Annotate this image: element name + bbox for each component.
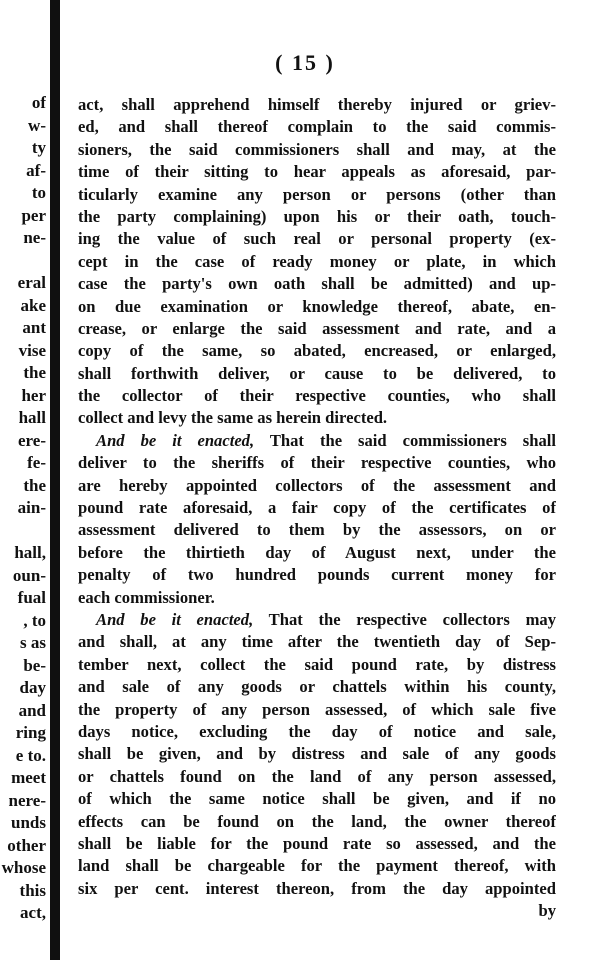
line-text: copy of the same, so abated, encreased, or enlarged, (78, 341, 556, 361)
text-line (78, 430, 556, 452)
facing-page-fragment: meet (11, 768, 46, 787)
text-line (78, 654, 556, 676)
text-line (78, 833, 556, 855)
text-line (78, 340, 556, 362)
line-text: on due examination or knowledge thereof, abate, en- (78, 296, 556, 316)
text-line (78, 766, 556, 788)
text-line (78, 587, 556, 609)
line-text: pound rate aforesaid, a fair copy of the certificates of (78, 498, 556, 518)
body-text (78, 94, 556, 922)
page-number: ( 15 ) (275, 50, 335, 75)
line-text: the collector of their respective counties, who shall (78, 386, 556, 406)
line-text: are hereby appointed collectors of the assessment and (78, 475, 556, 495)
text-line (78, 788, 556, 810)
text-line (78, 878, 556, 900)
line-text: That the respective collectors may (253, 609, 556, 629)
facing-page-fragment: e to. (15, 745, 46, 765)
facing-page-fragment (0, 520, 46, 543)
line-text: sioners, the said commissioners shall and may, at the (78, 139, 556, 159)
line-text: collect and levy the same as herein directed. (78, 408, 388, 428)
line-text: act, shall apprehend himself thereby injured or griev- (78, 95, 556, 114)
facing-page-fragment: ne- (23, 228, 46, 247)
line-text: penalty of two hundred pounds current money for (78, 565, 556, 585)
text-line (78, 385, 556, 407)
enacting-clause: And be it enacted, (96, 609, 254, 629)
line-text: land shall be chargeable for the payment thereof, with (78, 856, 556, 876)
page-gutter-shadow (50, 0, 60, 960)
line-text: shall be given, and by distress and sale of any goods (78, 744, 556, 764)
line-text: and shall, at any time after the twentieth day of Sep- (78, 632, 556, 652)
facing-page-fragment: ake (20, 295, 46, 315)
line-text: by (538, 901, 556, 921)
text-line (78, 206, 556, 228)
facing-page-fragment: unds (11, 813, 46, 832)
line-text: That the said commissioners shall (254, 430, 556, 450)
line-text: the property of any person assessed, of which sale five (78, 699, 556, 719)
facing-page-fragment: other (7, 835, 46, 855)
line-text: days notice, excluding the day of notice and sale, (78, 721, 556, 741)
line-text: six per cent. interest thereon, from the day appointed (78, 878, 556, 898)
text-line (78, 296, 556, 318)
facing-page-fragment: hall (18, 408, 46, 427)
facing-page-fragment: of (31, 93, 46, 112)
text-line (78, 676, 556, 698)
text-line (78, 407, 556, 429)
facing-page-fragment: ty (31, 138, 46, 157)
text-line (78, 609, 556, 631)
facing-page-fragment: eral (17, 273, 46, 292)
text-line (78, 452, 556, 474)
facing-page-fragment: ant (22, 318, 46, 337)
line-text: assessment delivered to them by the assessors, on or (78, 520, 556, 540)
line-text: crease, or enlarge the said assessment and rate, and a (78, 318, 556, 338)
facing-page-fragment: and (18, 700, 46, 720)
line-text: case the party's own oath shall be admitted) and up- (78, 274, 556, 294)
text-line (78, 251, 556, 273)
line-text: of which the same notice shall be given, and if no (78, 789, 556, 809)
facing-page-fragment: ere- (18, 430, 46, 450)
text-line (78, 184, 556, 206)
text-line (78, 631, 556, 653)
line-text: before the thirtieth day of August next, under the (78, 542, 556, 562)
line-text: deliver to the sheriffs of their respective counties, who (78, 453, 556, 473)
facing-page-fragment: ain- (17, 498, 46, 517)
facing-page-fragment: act, (20, 903, 46, 922)
line-text: effects can be found on the land, the owner thereof (78, 811, 556, 831)
facing-page-fragment: s as (20, 633, 46, 652)
facing-page-fragment: nere- (8, 790, 46, 810)
text-line (78, 519, 556, 541)
text-line (78, 699, 556, 721)
line-text: tember next, collect the said pound rate, by distress (78, 654, 556, 674)
facing-page-fragment: oun- (12, 565, 46, 585)
text-line (78, 497, 556, 519)
line-text: the party complaining) upon his or their oath, touch- (78, 206, 556, 226)
text-line (78, 542, 556, 564)
text-line (78, 363, 556, 385)
line-text: shall forthwith deliver, or cause to be delivered, to (78, 363, 556, 383)
text-line (78, 564, 556, 586)
text-line (78, 161, 556, 183)
facing-page-fragment: , to (23, 610, 46, 630)
facing-page-fragment: fe- (27, 453, 46, 472)
catchword (78, 900, 556, 922)
facing-page-fragment: fual (17, 588, 46, 607)
facing-page-fragment: the (23, 475, 46, 495)
line-text: cept in the case of ready money or plate, in which (78, 251, 556, 271)
line-text: or chattels found on the land of any person assessed, (78, 766, 556, 786)
facing-page-fragments (0, 92, 46, 925)
line-text: time of their sitting to hear appeals as aforesaid, par- (78, 162, 556, 182)
facing-page-fragment (0, 250, 46, 273)
line-text: each commissioner. (78, 587, 215, 607)
line-text: shall be liable for the pound rate so assessed, and the (78, 833, 556, 853)
facing-page-fragment: her (21, 385, 46, 405)
facing-page-fragment: this (19, 880, 46, 900)
facing-page-fragment: be- (23, 655, 46, 675)
text-line (78, 743, 556, 765)
facing-page-fragment: whose (1, 858, 46, 877)
facing-page-fragment: w- (28, 115, 46, 135)
enacting-clause: And be it enacted, (96, 430, 255, 450)
facing-page-fragment: hall, (14, 543, 46, 562)
facing-page-fragment: day (19, 678, 46, 697)
text-line (78, 116, 556, 138)
facing-page-fragment: to (31, 183, 46, 202)
facing-page-fragment: ring (15, 723, 46, 742)
line-text: ing the value of such real or personal property (ex- (78, 229, 556, 249)
facing-page-fragment: per (21, 205, 46, 225)
facing-page-fragment: the (23, 363, 46, 382)
line-text: ed, and shall thereof complain to the said commis- (78, 117, 556, 137)
text-line (78, 475, 556, 497)
text-line (78, 855, 556, 877)
text-line (78, 139, 556, 161)
text-line (78, 811, 556, 833)
line-text: and sale of any goods or chattels within his county, (78, 677, 556, 697)
facing-page-fragment: af- (26, 160, 46, 180)
line-text: ticularly examine any person or persons (other than (78, 184, 556, 204)
facing-page-fragment: vise (18, 340, 46, 360)
text-line (78, 273, 556, 295)
text-line (78, 228, 556, 250)
text-line (78, 94, 556, 116)
text-line (78, 318, 556, 340)
text-line (78, 721, 556, 743)
